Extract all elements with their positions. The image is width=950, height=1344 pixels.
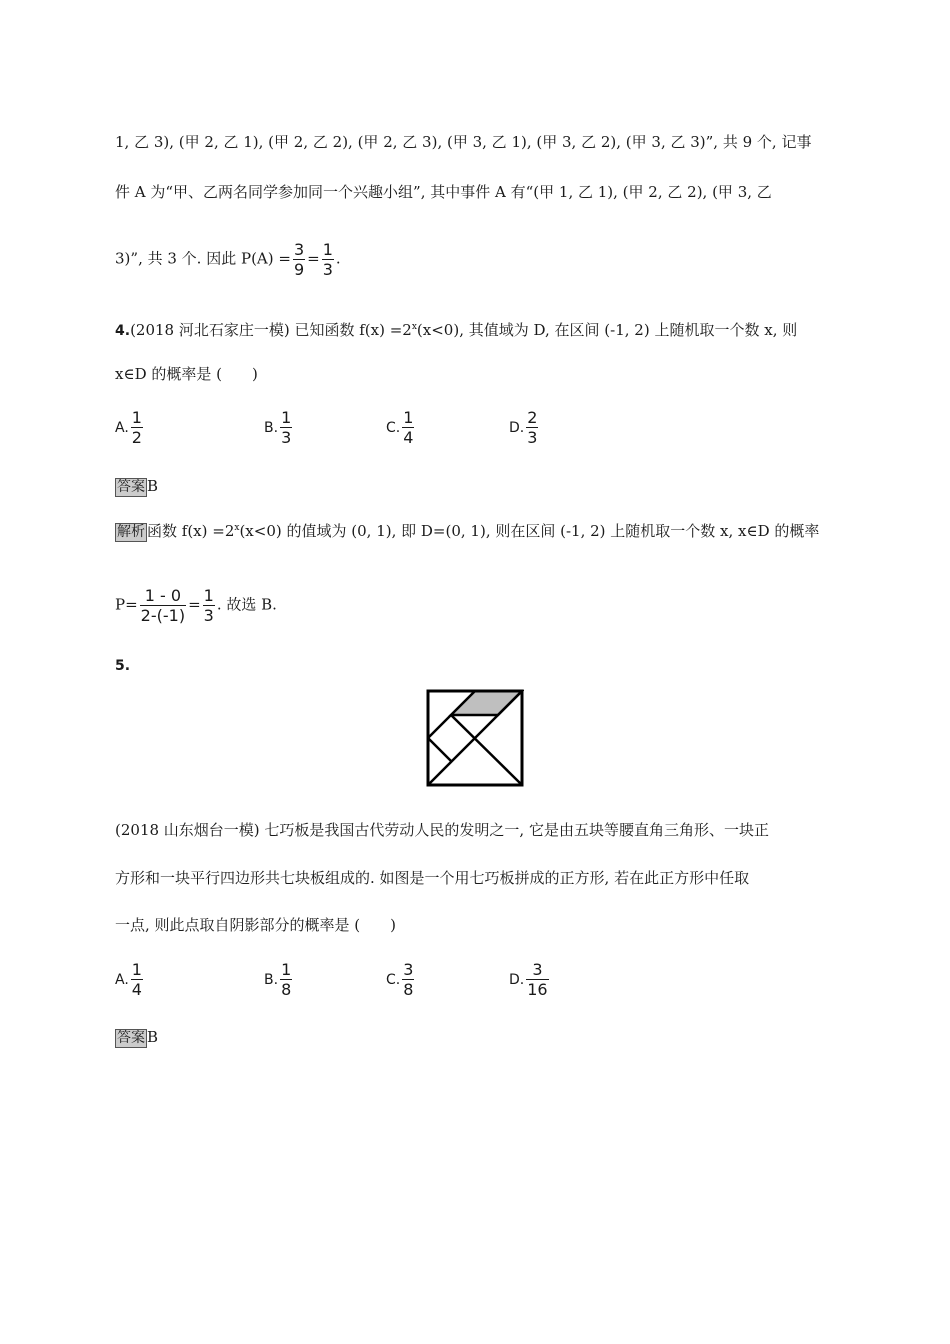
tangram-figure [426,689,524,787]
q4-analysis-line-2 [115,586,277,625]
probability-label: P= [115,595,138,614]
option-label: A. [115,419,129,436]
option-label: D. [509,419,525,436]
q5-number [115,655,130,676]
prev-solution-line-3 [115,240,341,279]
fraction [526,960,548,999]
option-label: B. [264,971,279,988]
fraction-denominator: 2 [131,428,142,447]
option-label: A. [115,971,129,988]
fraction-numerator: 3 [293,240,305,259]
fraction-denominator: 3 [527,428,538,447]
fraction-numerator: 1 [281,408,292,427]
prev-solution-text: 3)”, 共 3 个. 因此 P(A) = [115,249,291,268]
option-label: C. [386,419,401,436]
analysis-text-cont: (x<0) 的值域为 (0, 1), 即 D=(0, 1), 则在区间 (-1, 2) 上随机取一个数 x, x∈D 的概率 [239,522,820,540]
tangram-line [428,715,451,738]
fraction-denominator: 16 [527,980,548,999]
q4-option-a [115,408,145,447]
fraction [131,960,143,999]
exponent: x [411,322,417,332]
tangram-line [428,738,451,761]
fraction [293,240,305,279]
answer-tag: 答案 [117,1030,145,1046]
q5-option-c [386,960,416,999]
fraction-numerator: 1 [131,960,142,979]
fraction-denominator: 3 [281,428,292,447]
question-number: 4. [115,323,131,339]
fraction-numerator: 1 [403,408,414,427]
fraction-numerator: 1 - 0 [140,586,186,606]
fraction-numerator: 1 [131,408,142,427]
option-label: D. [509,971,525,988]
fraction-denominator: 8 [403,980,414,999]
equals-sign: = [188,595,201,614]
fraction-denominator: 9 [293,260,305,279]
fraction-numerator: 2 [527,408,538,427]
q5-option-d [509,960,551,999]
analysis-text: 函数 f(x) =2 [147,522,235,540]
q4-option-b [264,408,294,447]
answer-value: B [147,1028,159,1046]
fraction-numerator: 3 [403,960,414,979]
q5-option-b [264,960,294,999]
answer-tag: 答案 [117,479,145,495]
conclusion-text: . 故选 B. [216,595,277,614]
fraction-denominator: 2-(-1) [140,606,186,625]
fraction-denominator: 4 [403,428,414,447]
exponent: x [234,523,240,533]
q5-answer [115,1027,158,1048]
fraction [322,240,334,279]
equals-sign: = [307,249,320,268]
q4-analysis-line-1 [115,518,819,542]
fraction [131,408,143,447]
q5-stem-line-1: (2018 山东烟台一模) 七巧板是我国古代劳动人民的发明之一, 它是由五块等腰直角三角形、一块正 [115,821,769,839]
fraction-numerator: 1 [322,240,333,259]
option-label: B. [264,419,279,436]
fraction [280,960,292,999]
prev-solution-line-2: 件 A 为“甲、乙两名同学参加同一个兴趣小组”, 其中事件 A 有“(甲 1, 乙 1), (甲 2, 乙 2), (甲 3, 乙 [115,183,772,201]
q4-stem-line-2: x∈D 的概率是 ( ) [115,365,258,383]
fraction-denominator: 3 [203,606,214,625]
fraction [280,408,292,447]
fraction-numerator: 1 [281,960,292,979]
q4-option-c [386,408,416,447]
fraction [526,408,538,447]
q4-text-cont: (x<0), 其值域为 D, 在区间 (-1, 2) 上随机取一个数 x, 则 [416,321,798,339]
q4-option-d [509,408,540,447]
q5-stem-line-2: 方形和一块平行四边形共七块板组成的. 如图是一个用七巧板拼成的正方形, 若在此正方形中任取 [115,869,750,887]
fraction-denominator: 4 [131,980,142,999]
fraction [203,586,215,625]
fraction-denominator: 8 [281,980,292,999]
prev-solution-line-1: 1, 乙 3), (甲 2, 乙 1), (甲 2, 乙 2), (甲 2, 乙 3), (甲 3, 乙 1), (甲 3, 乙 2), (甲 3, 乙 3)”, 共 9 个, 记事 [115,133,812,151]
q5-stem-line-3: 一点, 则此点取自阴影部分的概率是 ( ) [115,916,397,934]
q4-answer [115,476,158,497]
fraction [140,586,186,625]
fraction [402,408,414,447]
fraction-denominator: 3 [322,260,333,279]
question-number: 5. [115,658,131,674]
q4-text: (2018 河北石家庄一模) 已知函数 f(x) =2 [130,321,412,339]
q4-stem-line-1 [115,317,797,341]
period: . [335,249,341,268]
fraction-numerator: 3 [526,960,548,980]
answer-value: B [147,477,159,495]
q5-option-a [115,960,145,999]
analysis-tag: 解析 [117,524,145,540]
fraction [402,960,414,999]
option-label: C. [386,971,401,988]
fraction-numerator: 1 [203,586,214,605]
